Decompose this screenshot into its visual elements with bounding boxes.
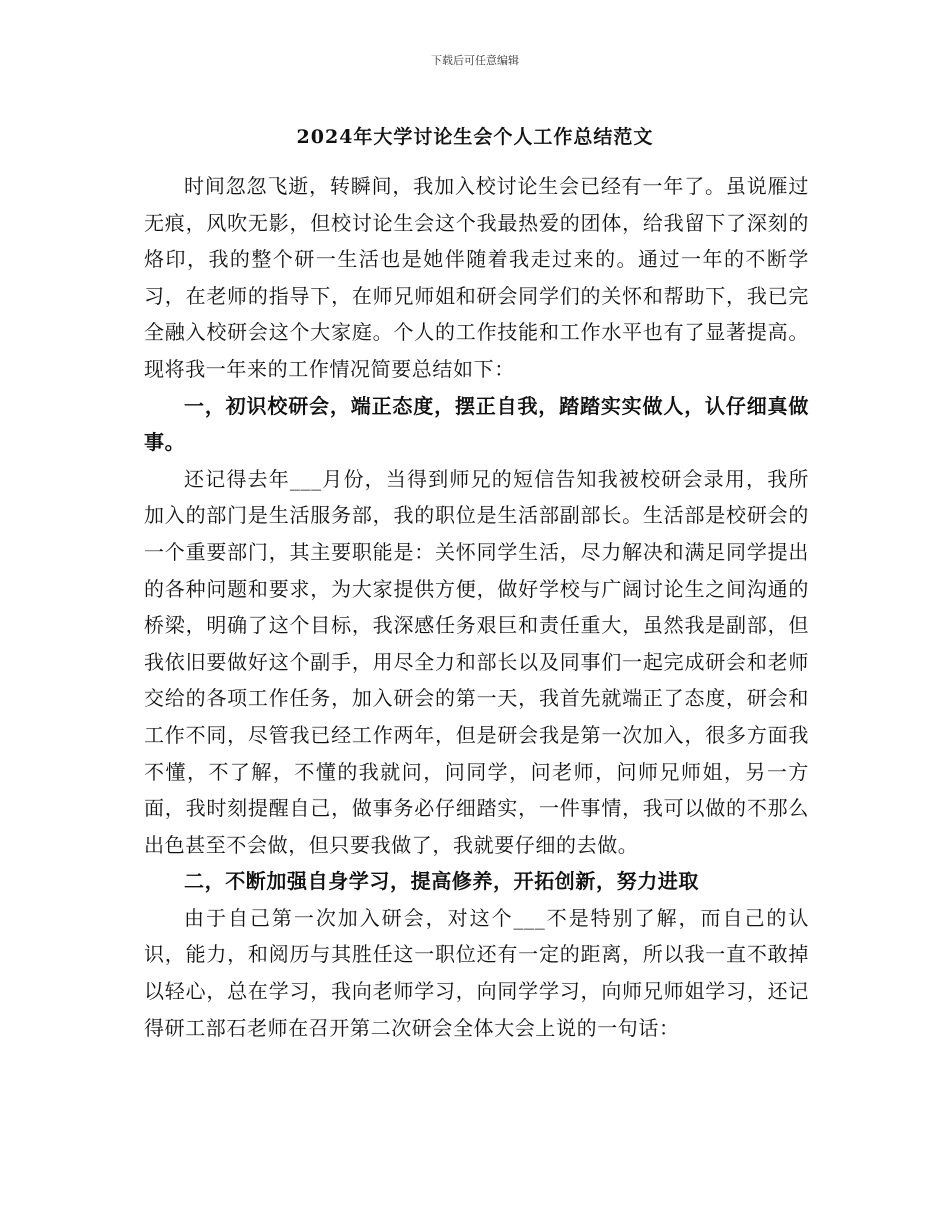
section-heading-1: 一，初识校研会，端正态度，摆正自我，踏踏实实做人，认仔细真做事。 (144, 393, 809, 455)
page-header-note: 下载后可任意编辑 (431, 54, 519, 67)
document-body (144, 168, 809, 1046)
paragraph-section-2: 由于自己第一次加入研会，对这个___不是特别了解，而自己的认识，能力，和阅历与其胜任这一职位还有一定的距离，所以我一直不敢掉以轻心，总在学习，我向老师学习，向同学学习，向师兄师姐学习，还记得研工部石老师在召开第二次研会全体大会上说的一句话： (144, 905, 809, 1040)
section-heading-2: 二，不断加强自身学习，提高修养，开拓创新，努力进取 (184, 869, 699, 894)
paragraph-intro: 时间忽忽飞逝，转瞬间，我加入校讨论生会已经有一年了。虽说雁过无痕，风吹无影，但校讨论生会这个我最热爱的团体，给我留下了深刻的烙印，我的整个研一生活也是她伴随着我走过来的。通过一年的不断学习，在老师的指导下，在师兄师姐和研会同学们的关怀和帮助下，我已完全融入校研会这个大家庭。个人的工作技能和工作水平也有了显著提高。现将我一年来的工作情况简要总结如下： (144, 174, 809, 381)
document-title: 2024年大学讨论生会个人工作总结范文 (296, 126, 654, 148)
paragraph-section-1: 还记得去年___月份，当得到师兄的短信告知我被校研会录用，我所加入的部门是生活服务部，我的职位是生活部副部长。生活部是校研会的一个重要部门，其主要职能是：关怀同学生活，尽力解决和满足同学提出的各种问题和要求，为大家提供方便，做好学校与广阔讨论生之间沟通的桥梁，明确了这个目标，我深感任务艰巨和责任重大，虽然我是副部，但我依旧要做好这个副手，用尽全力和部长以及同事们一起完成研会和老师交给的各项工作任务，加入研会的第一天，我首先就端正了态度，研会和工作不同，尽管我已经工作两年，但是研会我是第一次加入，很多方面我不懂，不了解，不懂的我就问，问同学，问老师，问师兄师姐，另一方面，我时刻提醒自己，做事务必仔细踏实，一件事情，我可以做的不那么出色甚至不会做，但只要我做了，我就要仔细的去做。 (144, 466, 809, 857)
